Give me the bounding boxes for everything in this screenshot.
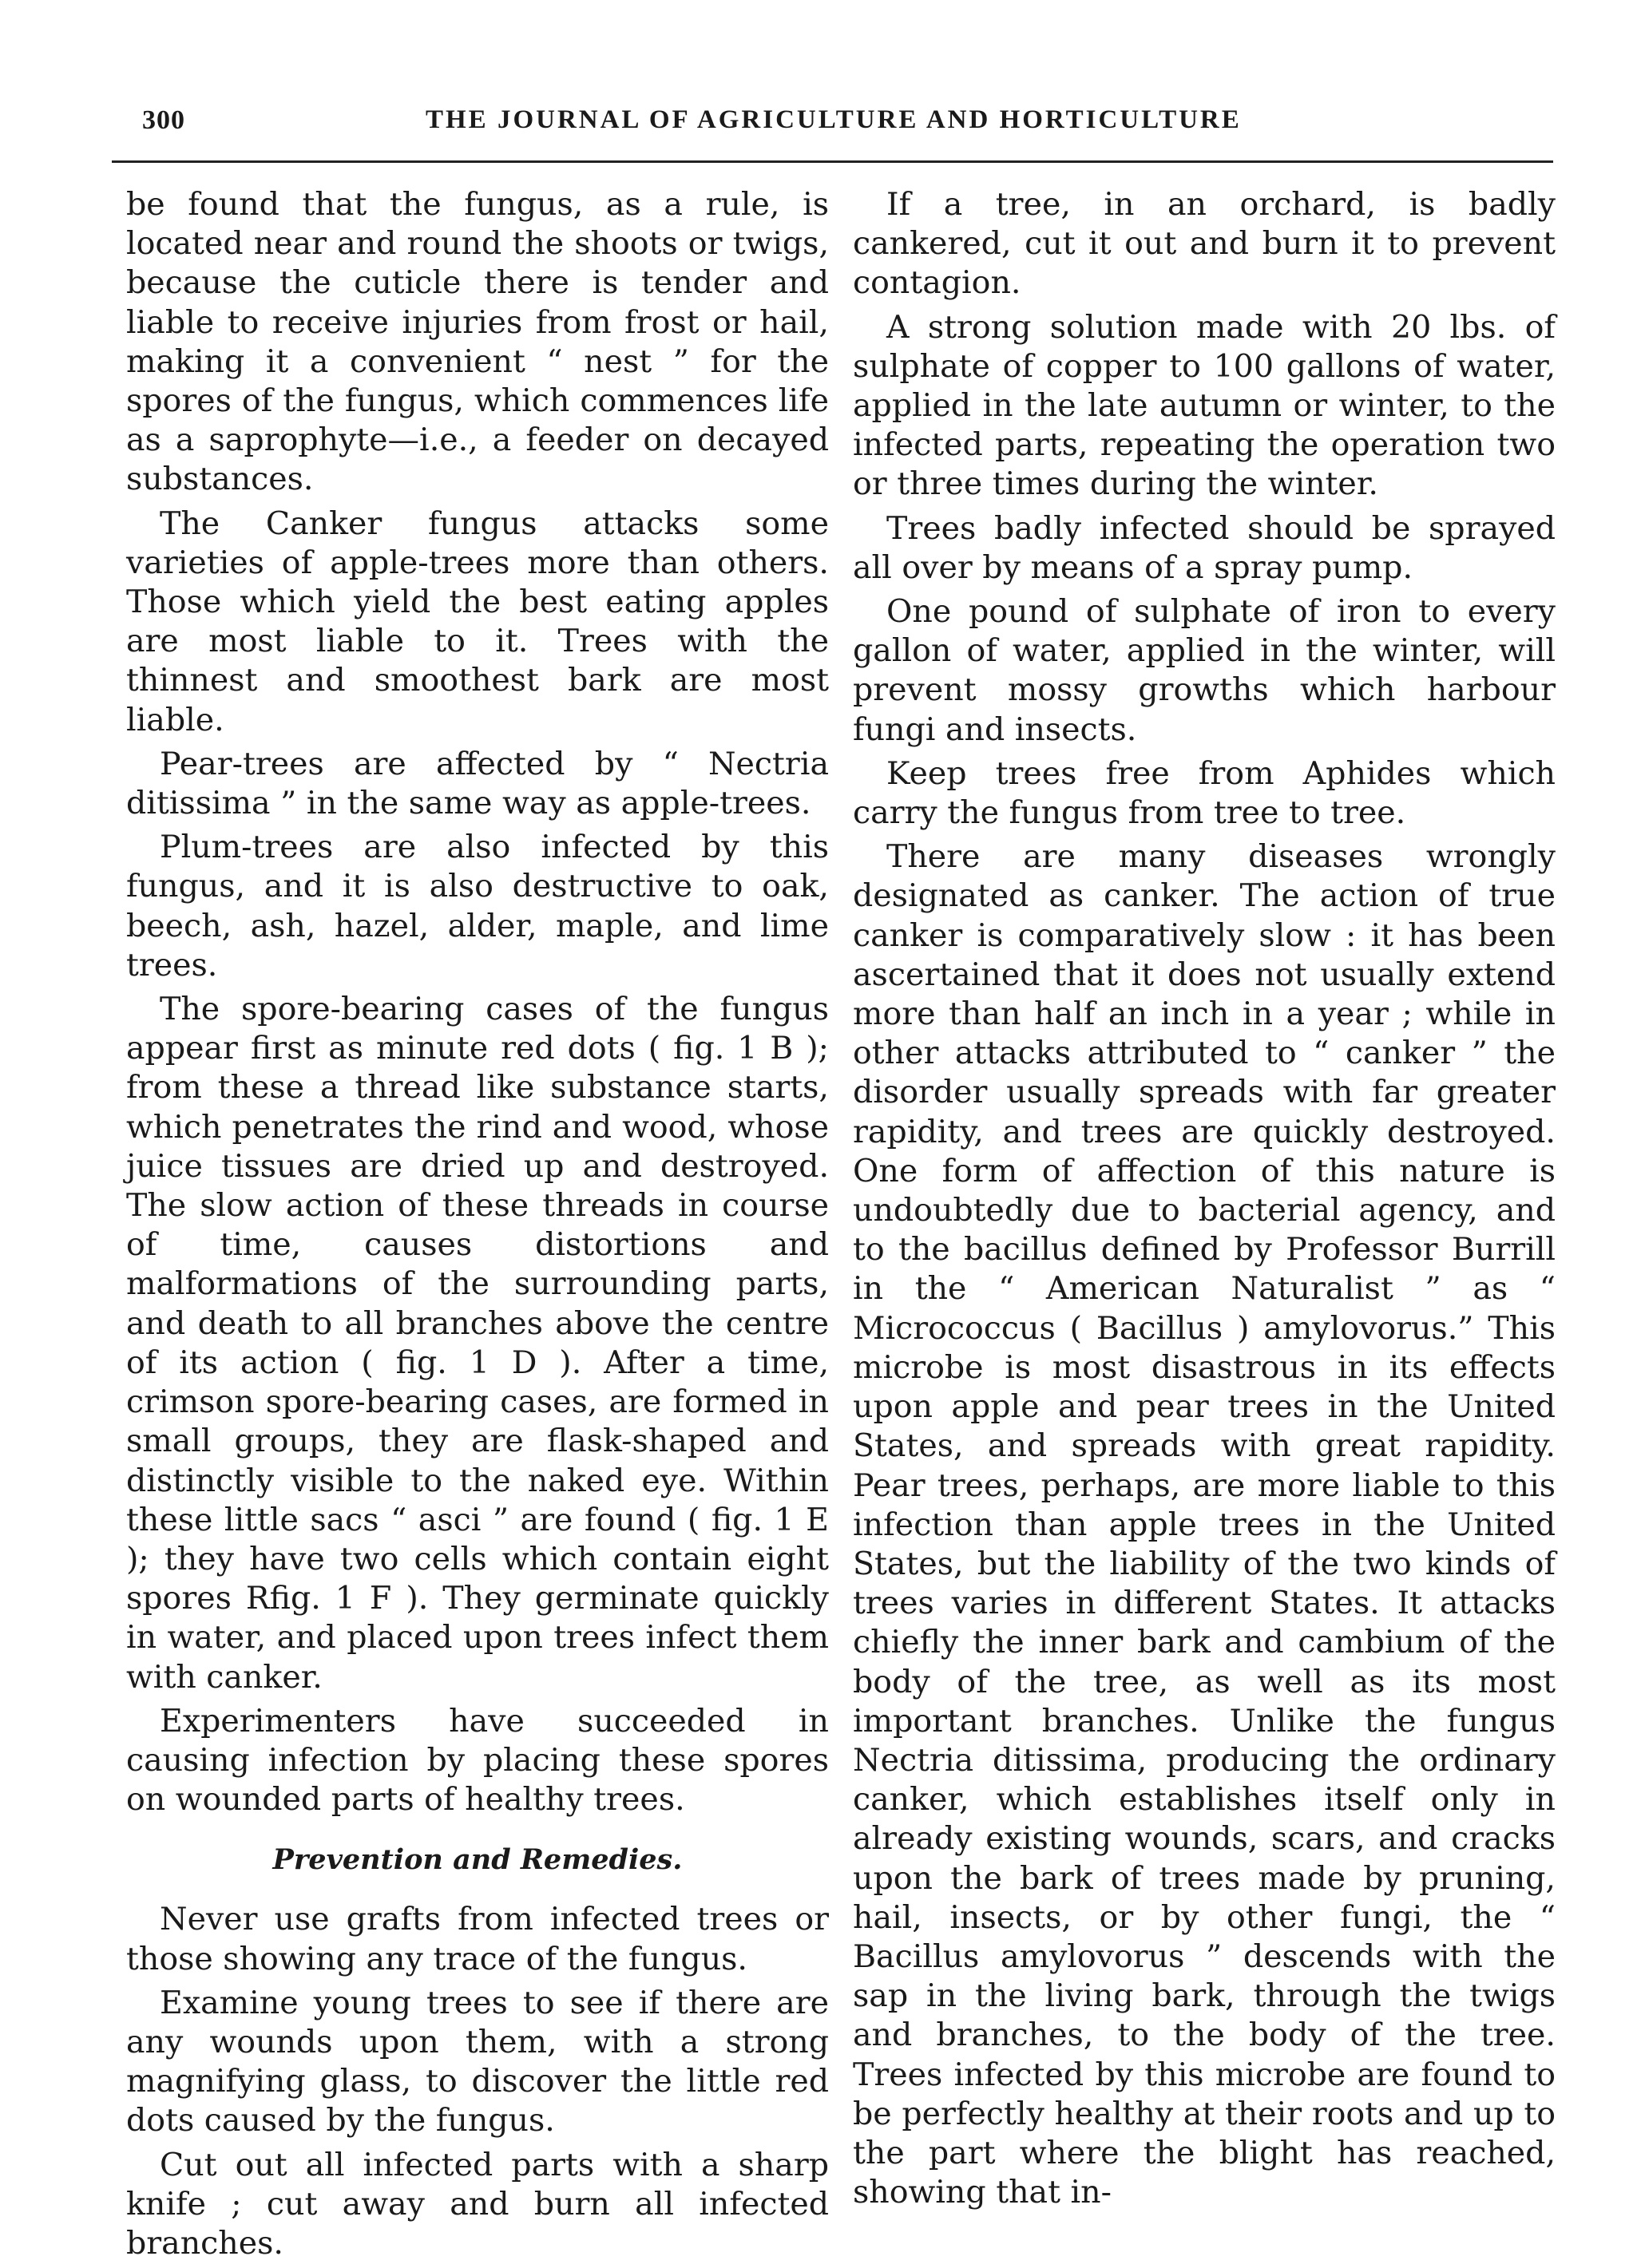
paragraph: If a tree, in an orchard, is badly cankered, cut it out and burn it to prevent contagion. <box>853 186 1556 302</box>
page-header <box>142 105 1552 145</box>
paragraph: The spore-bearing cases of the fungus appear first as minute red dots ( fig. 1 B ); from these a thread like substance starts, which penetrates the rind and wood, whose juice tissues are dried up and destroyed. The slow action of these threads in course of time, causes distortions and malformations of the surrounding parts, and death to all branches above the centre of its action ( fig. 1 D ). After a time, crimson spore-bearing cases, are formed in small groups, they are flask-shaped and distinctly visible to the naked eye. Within these little sacs “ asci ” are found ( fig. 1 E ); they have two cells which contain eight spores Rfig. 1 F ). They germinate quickly in water, and placed upon trees infect them with canker. <box>126 991 829 1696</box>
paragraph: Examine young trees to see if there are any wounds upon them, with a strong magnifying glass, to discover the little red dots caused by the fungus. <box>126 1984 829 2139</box>
right-column <box>853 185 1556 2217</box>
paragraph: The Canker fungus attacks some varieties of apple-trees more than others. Those which yield the best eating apples are most liable to it. Trees with the thinnest and smoothest bark are most liable. <box>126 505 829 738</box>
paragraph: Cut out all infected parts with a sharp knife ; cut away and burn all infected branches. <box>126 2146 829 2262</box>
paragraph: Keep trees free from Aphides which carry the fungus from tree to tree. <box>853 754 1556 832</box>
header-rule <box>112 160 1553 163</box>
section-heading: Prevention and Remedies. <box>272 1843 683 1877</box>
paragraph: Pear-trees are affected by “ Nectria ditissima ” in the same way as apple-trees. <box>126 745 829 822</box>
paragraph: Trees badly infected should be sprayed all over by means of a spray pump. <box>853 509 1556 586</box>
paragraph: Never use grafts from infected trees or those showing any trace of the fungus. <box>126 1901 829 1977</box>
paragraph: There are many diseases wrongly designated as canker. The action of true canker is comparatively slow : it has been ascertained that it does not usually extend more than half an inch in a year ; while in other attacks attributed to “ canker ” the disorder usually spreads with far greater rapidity, and trees are quickly destroyed. One form of affection of this nature is undoubtedly due to bacterial agency, and to the bacillus defined by Professor Burrill in the “ American Naturalist ” as “ Micrococcus ( Bacillus ) amylovorus.” This microbe is most disastrous in its effects upon apple and pear trees in the United States, and spreads with great rapidity. Pear trees, perhaps, are more liable to this infection than apple trees in the United States, but the liability of the two kinds of trees varies in different States. It attacks chiefly the inner bark and cambium of the body of the tree, as well as its most important branches. Unlike the fungus Nectria ditissima, producing the ordinary canker, which establishes itself only in already existing wounds, scars, and cracks upon the bark of trees made by pruning, hail, insects, or by other fungi, the “ Bacillus amylovorus ” descends with the sap in the living bark, through the twigs and branches, to the body of the tree. Trees infected by this microbe are found to be perfectly healthy at their roots and up to the part where the blight has reached, showing that in- <box>853 838 1556 2211</box>
paragraph: One pound of sulphate of iron to every gallon of water, applied in the winter, will prevent mossy growths which harbour fungi and insects. <box>853 593 1556 748</box>
paragraph: Plum-trees are also infected by this fungus, and it is also destructive to oak, beech, ash, hazel, alder, maple, and lime trees. <box>126 829 829 984</box>
left-column <box>126 185 829 2268</box>
running-title: THE JOURNAL OF AGRICULTURE AND HORTICULTURE <box>426 105 1242 134</box>
paragraph: Experimenters have succeeded in causing infection by placing these spores on wounded parts of healthy trees. <box>126 1702 829 1819</box>
paragraph: be found that the fungus, as a rule, is located near and round the shoots or twigs, because the cuticle there is tender and liable to receive injuries from frost or hail, making it a convenient “ nest ” for the spores of the fungus, which commences life as a saprophyte—i.e., a feeder on decayed substances. <box>126 186 829 498</box>
page-number: 300 <box>142 105 185 135</box>
paragraph: A strong solution made with 20 lbs. of sulphate of copper to 100 gallons of water, applied in the late autumn or winter, to the infected parts, repeating the operation two or three times during the winter. <box>853 308 1556 503</box>
